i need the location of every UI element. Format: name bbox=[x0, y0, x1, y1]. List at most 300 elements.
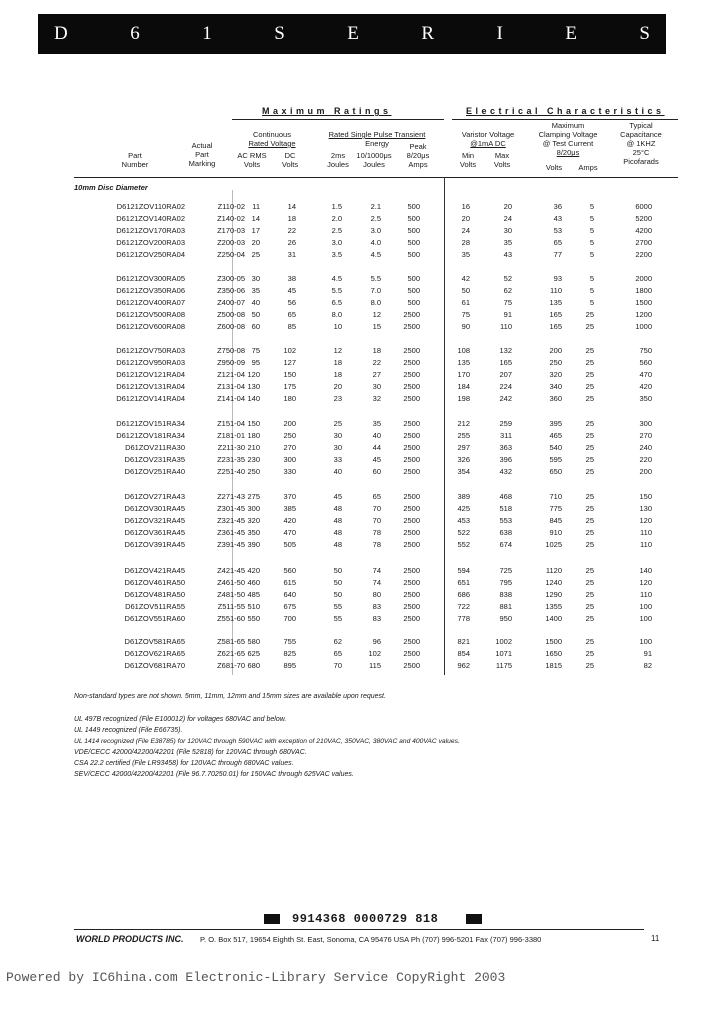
peak-amps-value: 2500 bbox=[403, 310, 420, 319]
vmax-value: 311 bbox=[500, 431, 512, 440]
part-marking: Z321-45 bbox=[217, 516, 245, 525]
peak-amps-value: 2500 bbox=[403, 590, 420, 599]
peak-amps-value: 2500 bbox=[403, 540, 420, 549]
part-marking: Z461-50 bbox=[217, 578, 245, 587]
joules-10-1000-value: 3.0 bbox=[370, 226, 381, 235]
ac-rms-value: 580 bbox=[247, 637, 260, 646]
part-number: D6121ZOV300RA05 bbox=[116, 274, 185, 283]
joules-10-1000-value: 74 bbox=[372, 578, 381, 587]
part-number: D61ZOV301RA45 bbox=[124, 504, 185, 513]
ac-rms-value: 95 bbox=[251, 358, 260, 367]
part-marking: Z151-04 bbox=[217, 419, 245, 428]
peak-amps-value: 2500 bbox=[403, 382, 420, 391]
clamp-volts-value: 53 bbox=[553, 226, 562, 235]
table-row bbox=[0, 614, 720, 623]
capacitance-value: 120 bbox=[639, 578, 652, 587]
banner-letter: 6 bbox=[130, 23, 140, 44]
vmax-value: 30 bbox=[503, 226, 512, 235]
dc-value: 300 bbox=[283, 455, 296, 464]
note-nonstandard: Non-standard types are not shown. 5mm, 11mm, 12mm and 15mm sizes are available upon request. bbox=[74, 693, 386, 700]
dc-value: 640 bbox=[283, 590, 296, 599]
clamp-volts-value: 1500 bbox=[545, 637, 562, 646]
peak-amps-value: 2500 bbox=[403, 467, 420, 476]
part-number: D61ZOV681RA70 bbox=[124, 661, 185, 670]
max-ratings-heading: Maximum Ratings bbox=[262, 106, 392, 116]
part-marking: Z391-45 bbox=[217, 540, 245, 549]
part-marking: Z301-45 bbox=[217, 504, 245, 513]
joules-10-1000-value: 45 bbox=[372, 455, 381, 464]
clamp-amps-value: 25 bbox=[585, 370, 594, 379]
ac-rms-value: 40 bbox=[251, 298, 260, 307]
part-marking: Z500-08 bbox=[217, 310, 245, 319]
vmin-value: 425 bbox=[457, 504, 470, 513]
clamp-amps-value: 25 bbox=[585, 566, 594, 575]
ac-rms-value: 140 bbox=[247, 394, 260, 403]
joules-10-1000-value: 2.1 bbox=[370, 202, 381, 211]
joules-2ms-value: 8.0 bbox=[331, 310, 342, 319]
clamp-amps-value: 25 bbox=[585, 431, 594, 440]
clamp-volts-value: 1025 bbox=[545, 540, 562, 549]
vmax-value: 838 bbox=[499, 590, 512, 599]
vmax-value: 43 bbox=[503, 250, 512, 259]
vmax-value: 20 bbox=[503, 202, 512, 211]
part-marking: Z400-07 bbox=[217, 298, 245, 307]
part-marking: Z350-06 bbox=[217, 286, 245, 295]
capacitance-value: 2000 bbox=[635, 274, 652, 283]
joules-2ms-value: 18 bbox=[333, 358, 342, 367]
vmin-value: 453 bbox=[457, 516, 470, 525]
ac-rms-value: 680 bbox=[247, 661, 260, 670]
dc-value: 250 bbox=[283, 431, 296, 440]
joules-10-1000-value: 30 bbox=[372, 382, 381, 391]
table-row bbox=[0, 382, 720, 391]
vmax-value: 363 bbox=[499, 443, 512, 452]
vmax-value: 553 bbox=[499, 516, 512, 525]
series-banner bbox=[38, 14, 666, 54]
joules-2ms-value: 48 bbox=[333, 540, 342, 549]
clamp-amps-value: 25 bbox=[585, 467, 594, 476]
barcode-mark-left bbox=[264, 914, 280, 924]
dc-value: 270 bbox=[283, 443, 296, 452]
vmin-value: 42 bbox=[461, 274, 470, 283]
vmin-value: 962 bbox=[457, 661, 470, 670]
clamp-volts-value: 110 bbox=[550, 286, 562, 295]
vmin-value: 552 bbox=[457, 540, 470, 549]
clamp-amps-value: 25 bbox=[585, 346, 594, 355]
peak-amps-value: 2500 bbox=[403, 370, 420, 379]
joules-2ms-value: 6.5 bbox=[331, 298, 342, 307]
clamp-amps-value: 25 bbox=[585, 310, 594, 319]
ac-rms-value: 75 bbox=[251, 346, 260, 355]
dc-value: 102 bbox=[283, 346, 296, 355]
part-marking: Z421-45 bbox=[217, 566, 245, 575]
table-row bbox=[0, 661, 720, 670]
capacitance-value: 1000 bbox=[635, 322, 652, 331]
vmin-value: 778 bbox=[457, 614, 470, 623]
vmax-value: 396 bbox=[499, 455, 512, 464]
vmax-value: 1071 bbox=[495, 649, 512, 658]
peak-amps-value: 2500 bbox=[403, 419, 420, 428]
clamp-amps-value: 25 bbox=[585, 492, 594, 501]
part-number: D6121ZOV181RA34 bbox=[116, 431, 185, 440]
peak-amps-value: 500 bbox=[407, 274, 420, 283]
dc-value: 895 bbox=[283, 661, 296, 670]
page-number: 11 bbox=[651, 934, 660, 943]
vmax-value: 35 bbox=[503, 238, 512, 247]
capacitance-value: 1500 bbox=[635, 298, 652, 307]
joules-2ms-value: 65 bbox=[333, 649, 342, 658]
dc-value: 615 bbox=[283, 578, 296, 587]
vmin-value: 722 bbox=[457, 602, 470, 611]
clamp-amps-value: 5 bbox=[589, 298, 594, 307]
ac-rms-value: 180 bbox=[247, 431, 260, 440]
footer-rule bbox=[74, 929, 644, 930]
table-row bbox=[0, 516, 720, 525]
header-peak: Peak 8/20μs Amps bbox=[406, 142, 430, 169]
part-number: D61ZOV511RA55 bbox=[125, 602, 185, 611]
peak-amps-value: 500 bbox=[407, 226, 420, 235]
banner-letter: D bbox=[54, 23, 68, 44]
part-marking: Z481-50 bbox=[217, 590, 245, 599]
capacitance-value: 82 bbox=[643, 661, 652, 670]
vmax-value: 242 bbox=[499, 394, 512, 403]
clamp-volts-value: 250 bbox=[549, 358, 562, 367]
joules-2ms-value: 40 bbox=[333, 467, 342, 476]
vmin-value: 170 bbox=[457, 370, 470, 379]
part-marking: Z170-03 bbox=[217, 226, 245, 235]
part-number: D6121ZOV131RA04 bbox=[116, 382, 185, 391]
vmax-value: 638 bbox=[499, 528, 512, 537]
dc-value: 700 bbox=[283, 614, 296, 623]
company-name: WORLD PRODUCTS INC. bbox=[76, 934, 184, 944]
joules-10-1000-value: 96 bbox=[372, 637, 381, 646]
header-varistor: Varistor Voltage @1mA DC bbox=[461, 130, 515, 148]
capacitance-value: 560 bbox=[639, 358, 652, 367]
capacitance-value: 2200 bbox=[635, 250, 652, 259]
joules-2ms-value: 50 bbox=[333, 590, 342, 599]
table-row bbox=[0, 637, 720, 646]
part-number: D61ZOV321RA45 bbox=[124, 516, 185, 525]
clamp-volts-value: 395 bbox=[549, 419, 562, 428]
joules-10-1000-value: 102 bbox=[368, 649, 381, 658]
header-marking: Actual Part Marking bbox=[188, 141, 216, 168]
vmax-value: 24 bbox=[503, 214, 512, 223]
clamp-volts-value: 320 bbox=[549, 370, 562, 379]
joules-10-1000-value: 78 bbox=[372, 528, 381, 537]
part-number: D61ZOV581RA65 bbox=[124, 637, 185, 646]
clamp-amps-value: 25 bbox=[585, 504, 594, 513]
ac-rms-value: 420 bbox=[247, 566, 260, 575]
ac-rms-value: 14 bbox=[251, 214, 260, 223]
capacitance-value: 4200 bbox=[635, 226, 652, 235]
part-number: D61ZOV391RA45 bbox=[124, 540, 185, 549]
clamp-amps-value: 25 bbox=[585, 578, 594, 587]
barcode-number: 9914368 0000729 818 bbox=[292, 912, 439, 926]
clamp-volts-value: 845 bbox=[549, 516, 562, 525]
clamp-amps-value: 25 bbox=[585, 394, 594, 403]
vmin-value: 61 bbox=[461, 298, 470, 307]
part-marking: Z141-04 bbox=[217, 394, 245, 403]
joules-2ms-value: 50 bbox=[333, 566, 342, 575]
banner-letter: E bbox=[565, 23, 577, 44]
ac-rms-value: 350 bbox=[247, 528, 260, 537]
part-marking: Z551-60 bbox=[217, 614, 245, 623]
part-marking: Z511-55 bbox=[217, 602, 245, 611]
header-clamp-volts: Volts bbox=[545, 163, 563, 172]
clamp-volts-value: 1355 bbox=[545, 602, 562, 611]
table-row bbox=[0, 566, 720, 575]
dc-value: 330 bbox=[283, 467, 296, 476]
part-number: D61ZOV271RA43 bbox=[124, 492, 185, 501]
table-row bbox=[0, 419, 720, 428]
vmin-value: 686 bbox=[457, 590, 470, 599]
peak-amps-value: 500 bbox=[407, 286, 420, 295]
dc-value: 18 bbox=[287, 214, 296, 223]
header-capacitance: Typical Capacitance @ 1KHZ 25°C Picofarads bbox=[620, 121, 662, 166]
joules-10-1000-value: 12 bbox=[372, 310, 381, 319]
joules-2ms-value: 70 bbox=[333, 661, 342, 670]
joules-10-1000-value: 80 bbox=[372, 590, 381, 599]
vmax-value: 468 bbox=[499, 492, 512, 501]
banner-letter: R bbox=[421, 23, 435, 44]
clamp-volts-value: 1240 bbox=[545, 578, 562, 587]
banner-letter: S bbox=[274, 23, 285, 44]
capacitance-value: 470 bbox=[639, 370, 652, 379]
vmax-value: 224 bbox=[499, 382, 512, 391]
vmin-value: 90 bbox=[461, 322, 470, 331]
header-bottom-rule bbox=[74, 177, 678, 178]
capacitance-value: 100 bbox=[639, 614, 652, 623]
vmax-value: 518 bbox=[499, 504, 512, 513]
table-row bbox=[0, 274, 720, 283]
part-number: D6121ZOV750RA03 bbox=[116, 346, 185, 355]
clamp-volts-value: 135 bbox=[549, 298, 562, 307]
vmax-value: 132 bbox=[499, 346, 512, 355]
clamp-volts-value: 165 bbox=[549, 322, 562, 331]
peak-amps-value: 2500 bbox=[403, 566, 420, 575]
table-row bbox=[0, 443, 720, 452]
joules-10-1000-value: 18 bbox=[372, 346, 381, 355]
table-row bbox=[0, 286, 720, 295]
vmin-value: 326 bbox=[457, 455, 470, 464]
part-marking: Z211-30 bbox=[217, 443, 245, 452]
section-label: 10mm Disc Diameter bbox=[74, 183, 148, 192]
part-marking: Z181-01 bbox=[217, 431, 245, 440]
table-row bbox=[0, 214, 720, 223]
joules-10-1000-value: 35 bbox=[372, 419, 381, 428]
note-csa: CSA 22.2 certified (File LR93458) for 120VAC through 680VAC values. bbox=[74, 760, 294, 767]
vmin-value: 135 bbox=[457, 358, 470, 367]
part-number: D61ZOV621RA65 bbox=[124, 649, 185, 658]
table-row bbox=[0, 578, 720, 587]
clamp-amps-value: 25 bbox=[585, 590, 594, 599]
capacitance-value: 100 bbox=[639, 637, 652, 646]
peak-amps-value: 2500 bbox=[403, 358, 420, 367]
clamp-amps-value: 25 bbox=[585, 419, 594, 428]
clamp-amps-value: 25 bbox=[585, 358, 594, 367]
peak-amps-value: 500 bbox=[407, 298, 420, 307]
ac-rms-value: 17 bbox=[251, 226, 260, 235]
joules-2ms-value: 2.0 bbox=[331, 214, 342, 223]
electrical-rule bbox=[452, 119, 678, 120]
vmin-value: 522 bbox=[457, 528, 470, 537]
joules-10-1000-value: 27 bbox=[372, 370, 381, 379]
part-marking: Z950-09 bbox=[217, 358, 245, 367]
clamp-volts-value: 540 bbox=[549, 443, 562, 452]
table-row bbox=[0, 250, 720, 259]
part-marking: Z361-45 bbox=[217, 528, 245, 537]
table-row bbox=[0, 431, 720, 440]
part-number: D6121ZOV600RA08 bbox=[116, 322, 185, 331]
dc-value: 85 bbox=[287, 322, 296, 331]
part-marking: Z250-04 bbox=[217, 250, 245, 259]
clamp-amps-value: 25 bbox=[585, 443, 594, 452]
dc-value: 200 bbox=[283, 419, 296, 428]
clamp-amps-value: 5 bbox=[589, 274, 594, 283]
ac-rms-value: 390 bbox=[247, 540, 260, 549]
clamp-volts-value: 43 bbox=[553, 214, 562, 223]
joules-10-1000-value: 32 bbox=[372, 394, 381, 403]
peak-amps-value: 500 bbox=[407, 214, 420, 223]
part-number: D61ZOV361RA45 bbox=[124, 528, 185, 537]
vmin-value: 255 bbox=[457, 431, 470, 440]
vmax-value: 950 bbox=[499, 614, 512, 623]
ac-rms-value: 250 bbox=[247, 467, 260, 476]
joules-2ms-value: 50 bbox=[333, 578, 342, 587]
joules-10-1000-value: 40 bbox=[372, 431, 381, 440]
joules-10-1000-value: 2.5 bbox=[370, 214, 381, 223]
ac-rms-value: 150 bbox=[247, 419, 260, 428]
part-number: D6121ZOV121RA04 bbox=[116, 370, 185, 379]
vmin-value: 389 bbox=[457, 492, 470, 501]
clamp-volts-value: 1400 bbox=[545, 614, 562, 623]
clamp-amps-value: 25 bbox=[585, 614, 594, 623]
vmax-value: 674 bbox=[499, 540, 512, 549]
clamp-volts-value: 710 bbox=[549, 492, 562, 501]
banner-letter: I bbox=[496, 23, 503, 44]
capacitance-value: 350 bbox=[639, 394, 652, 403]
banner-letter: E bbox=[347, 23, 359, 44]
dc-value: 505 bbox=[283, 540, 296, 549]
table-row bbox=[0, 358, 720, 367]
ac-rms-value: 300 bbox=[247, 504, 260, 513]
clamp-amps-value: 5 bbox=[589, 202, 594, 211]
joules-2ms-value: 62 bbox=[333, 637, 342, 646]
table-row bbox=[0, 202, 720, 211]
vmax-value: 62 bbox=[503, 286, 512, 295]
vmax-value: 91 bbox=[503, 310, 512, 319]
clamp-volts-value: 165 bbox=[549, 310, 562, 319]
header-dc: DC Volts bbox=[281, 151, 299, 169]
banner-letter: S bbox=[639, 23, 650, 44]
table-row bbox=[0, 346, 720, 355]
note-ul1449: UL 1449 recognized (File E66735). bbox=[74, 727, 183, 734]
header-vmax: Max Volts bbox=[493, 151, 511, 169]
clamp-amps-value: 25 bbox=[585, 382, 594, 391]
part-marking: Z300-05 bbox=[217, 274, 245, 283]
clamp-volts-value: 465 bbox=[549, 431, 562, 440]
dc-value: 825 bbox=[283, 649, 296, 658]
dc-value: 675 bbox=[283, 602, 296, 611]
part-marking: Z581-65 bbox=[217, 637, 245, 646]
part-number: D61ZOV481RA50 bbox=[124, 590, 185, 599]
header-transient: Rated Single Pulse Transient Energy bbox=[328, 130, 426, 148]
peak-amps-value: 2500 bbox=[403, 516, 420, 525]
clamp-amps-value: 25 bbox=[585, 516, 594, 525]
clamp-amps-value: 25 bbox=[585, 637, 594, 646]
part-number: D6121ZOV200RA03 bbox=[116, 238, 185, 247]
capacitance-value: 220 bbox=[639, 455, 652, 464]
vmax-value: 1002 bbox=[495, 637, 512, 646]
peak-amps-value: 2500 bbox=[403, 649, 420, 658]
vmax-value: 165 bbox=[499, 358, 512, 367]
table-row bbox=[0, 370, 720, 379]
header-vmin: Min Volts bbox=[459, 151, 477, 169]
joules-10-1000-value: 5.5 bbox=[370, 274, 381, 283]
part-marking: Z251-40 bbox=[217, 467, 245, 476]
capacitance-value: 200 bbox=[639, 467, 652, 476]
table-row bbox=[0, 238, 720, 247]
clamp-amps-value: 5 bbox=[589, 286, 594, 295]
joules-2ms-value: 12 bbox=[333, 346, 342, 355]
joules-2ms-value: 4.5 bbox=[331, 274, 342, 283]
peak-amps-value: 2500 bbox=[403, 637, 420, 646]
joules-10-1000-value: 115 bbox=[369, 661, 381, 670]
capacitance-value: 300 bbox=[639, 419, 652, 428]
peak-amps-value: 2500 bbox=[403, 504, 420, 513]
peak-amps-value: 2500 bbox=[403, 443, 420, 452]
vmax-value: 881 bbox=[499, 602, 512, 611]
clamp-amps-value: 25 bbox=[585, 322, 594, 331]
vmax-value: 725 bbox=[499, 566, 512, 575]
joules-10-1000-value: 74 bbox=[372, 566, 381, 575]
clamp-volts-value: 1815 bbox=[545, 661, 562, 670]
clamp-amps-value: 25 bbox=[585, 528, 594, 537]
part-number: D61ZOV421RA45 bbox=[124, 566, 185, 575]
part-marking: Z140-02 bbox=[217, 214, 245, 223]
clamp-volts-value: 595 bbox=[549, 455, 562, 464]
vmax-value: 75 bbox=[503, 298, 512, 307]
clamp-volts-value: 1290 bbox=[545, 590, 562, 599]
clamp-amps-value: 5 bbox=[589, 226, 594, 235]
joules-2ms-value: 20 bbox=[333, 382, 342, 391]
peak-amps-value: 2500 bbox=[403, 578, 420, 587]
joules-10-1000-value: 70 bbox=[372, 504, 381, 513]
ac-rms-value: 120 bbox=[247, 370, 260, 379]
joules-2ms-value: 30 bbox=[333, 443, 342, 452]
capacitance-value: 420 bbox=[639, 382, 652, 391]
peak-amps-value: 500 bbox=[407, 238, 420, 247]
header-part: Part Number bbox=[121, 151, 149, 169]
table-row bbox=[0, 455, 720, 464]
dc-value: 31 bbox=[287, 250, 296, 259]
dc-value: 127 bbox=[283, 358, 296, 367]
company-address: P. O. Box 517, 19654 Eighth St. East, Sonoma, CA 95476 USA Ph (707) 996-5201 Fax (707) 996-3380 bbox=[200, 935, 542, 944]
joules-2ms-value: 48 bbox=[333, 504, 342, 513]
clamp-amps-value: 25 bbox=[585, 649, 594, 658]
part-number: D6121ZOV500RA08 bbox=[116, 310, 185, 319]
capacitance-value: 5200 bbox=[635, 214, 652, 223]
peak-amps-value: 500 bbox=[407, 250, 420, 259]
part-marking: Z600-08 bbox=[217, 322, 245, 331]
vmax-value: 432 bbox=[499, 467, 512, 476]
ac-rms-value: 11 bbox=[252, 202, 260, 211]
joules-10-1000-value: 4.5 bbox=[370, 250, 381, 259]
vmax-value: 259 bbox=[499, 419, 512, 428]
ac-rms-value: 460 bbox=[247, 578, 260, 587]
ac-rms-value: 320 bbox=[247, 516, 260, 525]
vmin-value: 24 bbox=[461, 226, 470, 235]
